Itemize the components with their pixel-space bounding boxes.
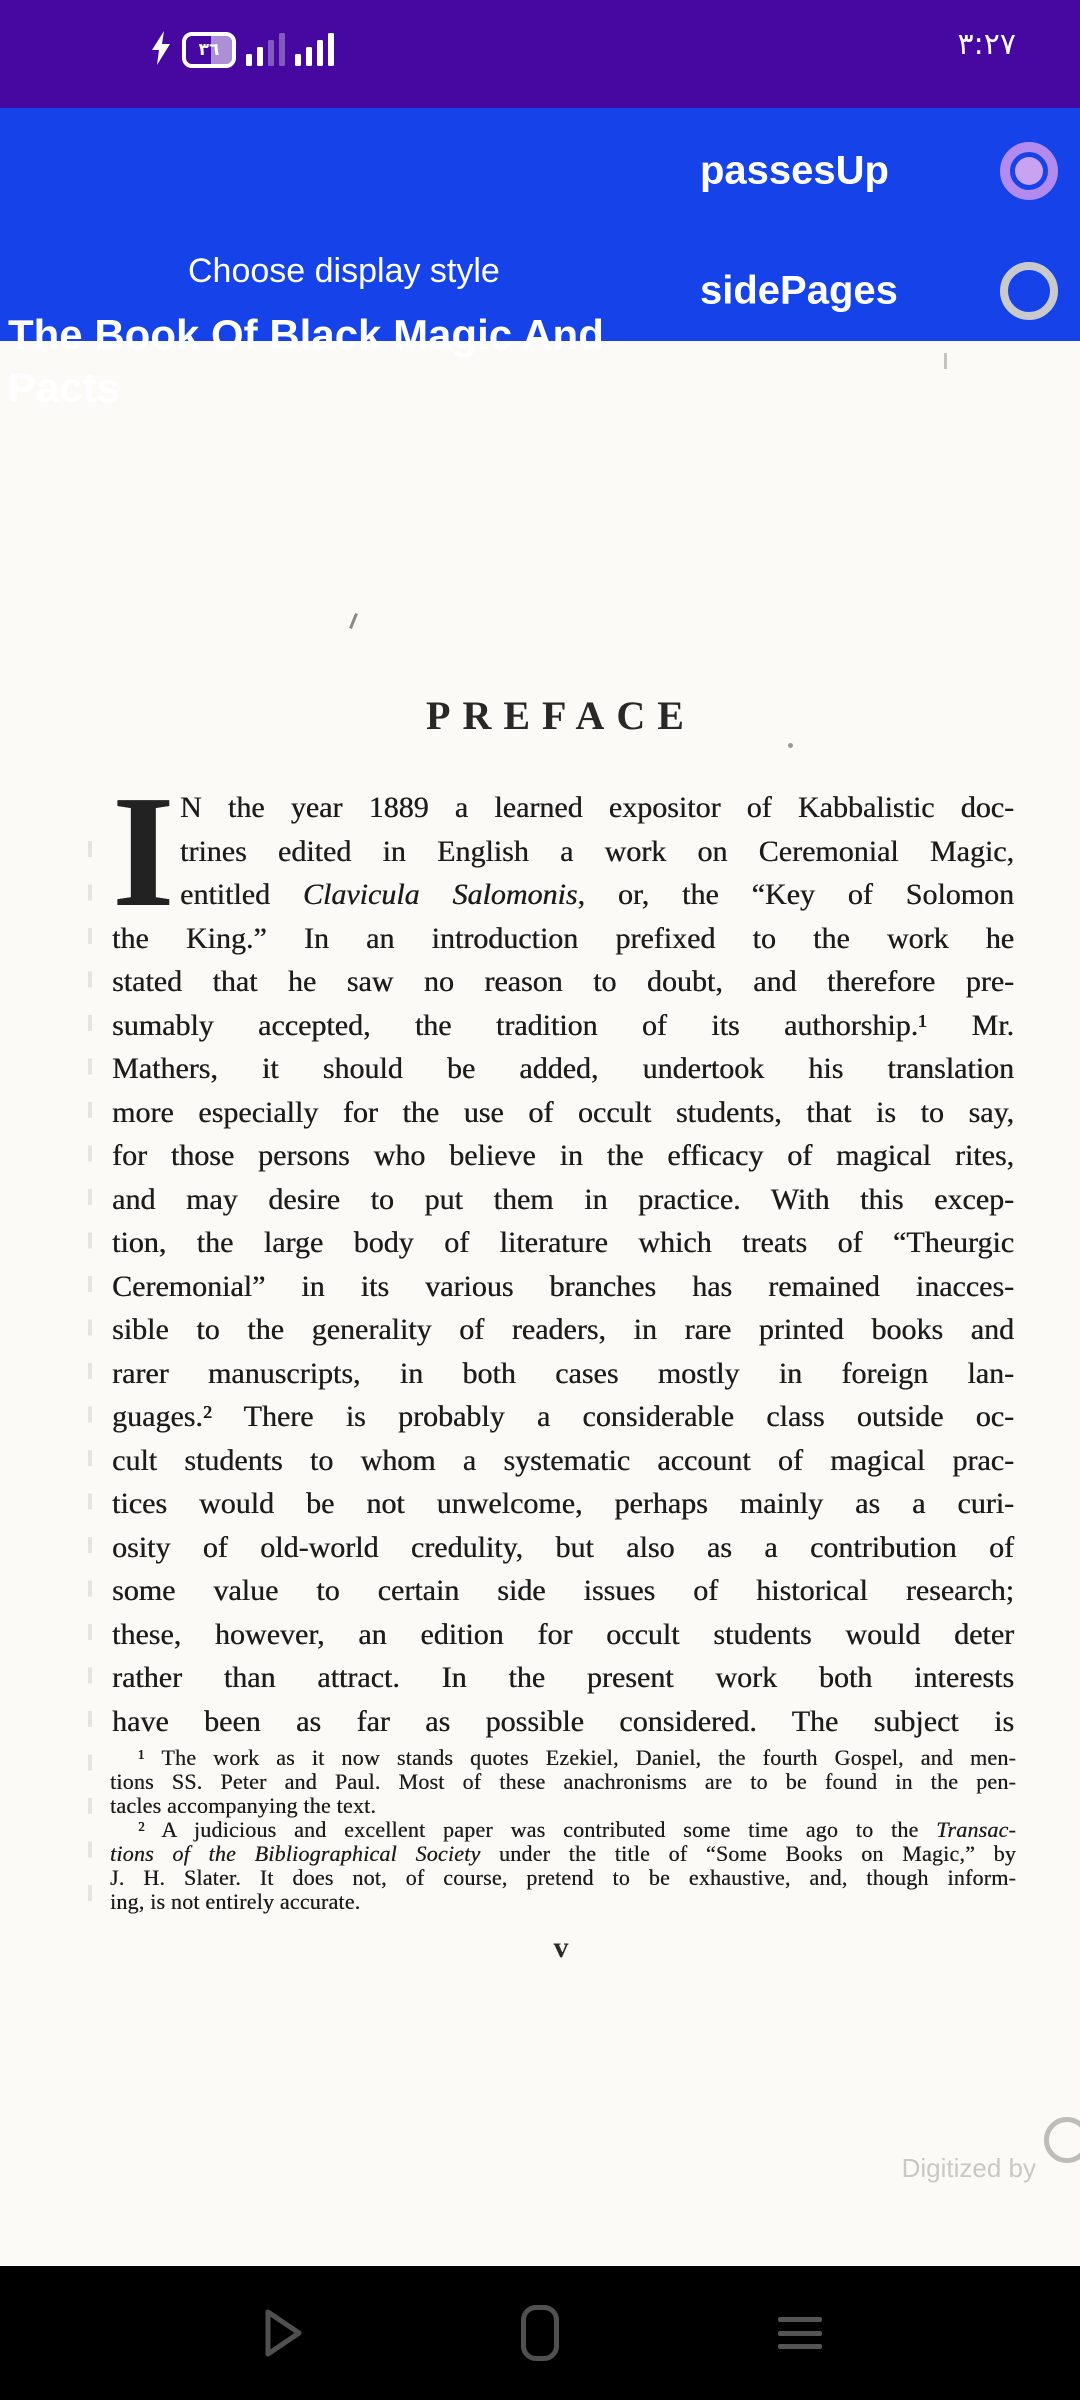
body-line: more especially for the use of occult students, that is to say, xyxy=(112,1095,1014,1129)
body-line: guages.² There is probably a considerable class outside oc- xyxy=(112,1400,1014,1433)
option-sidePages-label: sidePages xyxy=(700,268,898,313)
body-line: have been as far as possible considered. The subject is xyxy=(112,1704,1014,1738)
scan-artifact xyxy=(788,743,793,748)
clock: ٣:٢٧ xyxy=(957,27,1016,62)
option-passesUp[interactable] xyxy=(700,136,1080,206)
battery-icon xyxy=(182,32,236,68)
footnote-line: tacles accompanying the text. xyxy=(110,1793,377,1818)
footnote-line: tions of the Bibliographical Society under the title of “Some Books on Magic,” by xyxy=(110,1841,1016,1866)
footnote-line: tions SS. Peter and Paul. Most of these anachronisms are to be found in the pen- xyxy=(110,1769,1016,1794)
signal-bars-sim2-icon xyxy=(295,33,334,66)
scan-edge-artifacts xyxy=(88,841,92,1921)
body-line: trines edited in English a work on Ceremonial Magic, xyxy=(180,834,1014,868)
body-line: cult students to whom a systematic account of magical prac- xyxy=(112,1443,1014,1477)
menu-icon xyxy=(778,2309,822,2358)
status-icons xyxy=(150,24,334,68)
footnote-line: J. H. Slater. It does not, of course, pretend to be exhaustive, and, though inform- xyxy=(110,1865,1016,1890)
body-line: sumably accepted, the tradition of its authorship.¹ Mr. xyxy=(112,1008,1014,1042)
digitized-by-watermark: Digitized by xyxy=(901,2153,1036,2183)
status-bar xyxy=(0,0,1080,108)
back-button[interactable] xyxy=(193,2266,373,2400)
body-line: these, however, an edition for occult students would deter xyxy=(112,1617,1014,1651)
body-line: and may desire to put them in practice. With this excep- xyxy=(112,1182,1014,1216)
body-line: Mathers, it should be added, undertook his translation xyxy=(112,1052,1014,1085)
body-line: rather than attract. In the present work both interests xyxy=(112,1661,1014,1694)
charging-bolt-icon xyxy=(150,30,172,66)
body-line: rarer manuscripts, in both cases mostly in foreign lan- xyxy=(112,1356,1014,1390)
body-line: osity of old-world credulity, but also as a contribution of xyxy=(112,1530,1014,1564)
radio-dot xyxy=(1015,277,1043,305)
body-line: for those persons who believe in the efficacy of magical rites, xyxy=(112,1139,1014,1172)
option-passesUp-label: passesUp xyxy=(700,148,889,193)
footnote-line: ² A judicious and excellent paper was contributed some time ago to the Transac- xyxy=(138,1817,1016,1842)
body-line: the King.” In an introduction prefixed to the work he xyxy=(112,921,1014,955)
footnote-line: ing, is not entirely accurate. xyxy=(110,1889,361,1914)
google-logo-partial-icon xyxy=(1044,2117,1080,2163)
body-line: some value to certain side issues of historical research; xyxy=(112,1574,1014,1607)
body-lines xyxy=(112,762,1014,1743)
dialog-title: Choose display style xyxy=(188,252,500,290)
page-number: v xyxy=(553,1931,569,1964)
body-line: Ceremonial” in its various branches has remained inacces- xyxy=(112,1269,1014,1303)
footnotes xyxy=(110,1746,1016,1914)
option-sidePages[interactable] xyxy=(700,256,1080,326)
signal-bars-sim1-icon xyxy=(246,33,285,66)
body-line: tion, the large body of literature which treats of “Theurgic xyxy=(112,1226,1014,1259)
radio-passesUp[interactable] xyxy=(1000,142,1058,200)
body-line: N the year 1889 a learned expositor of Kabbalistic doc- xyxy=(180,791,1014,824)
body-line: sible to the generality of readers, in rare printed books and xyxy=(112,1313,1014,1346)
navigation-bar xyxy=(0,2266,1080,2400)
book-title-line2: Pacts xyxy=(8,364,121,411)
battery-percent: ٣٦ xyxy=(198,39,220,60)
body-line: tices would be not unwelcome, perhaps mainly as a curi- xyxy=(112,1487,1014,1520)
body-text xyxy=(112,762,1014,1743)
home-icon xyxy=(521,2305,559,2361)
recents-button[interactable] xyxy=(710,2266,890,2400)
body-line: entitled Clavicula Salomonis, or, the “Key of Solomon xyxy=(180,878,1014,911)
chapter-heading: PREFACE xyxy=(426,693,696,738)
drop-cap: I xyxy=(112,762,175,940)
back-triangle-icon xyxy=(259,2305,307,2361)
scan-artifact xyxy=(944,353,947,369)
book-page-view[interactable] xyxy=(0,341,1080,2266)
scan-artifact xyxy=(349,613,358,629)
home-button[interactable] xyxy=(450,2266,630,2400)
display-style-dialog xyxy=(0,108,1080,411)
radio-dot xyxy=(1015,157,1043,185)
book-title-line1: The Book Of Black Magic And xyxy=(8,311,604,358)
body-line: stated that he saw no reason to doubt, and therefore pre- xyxy=(112,965,1014,998)
radio-sidePages[interactable] xyxy=(1000,262,1058,320)
footnote-line: ¹ The work as it now stands quotes Ezekiel, Daniel, the fourth Gospel, and men- xyxy=(138,1745,1016,1770)
